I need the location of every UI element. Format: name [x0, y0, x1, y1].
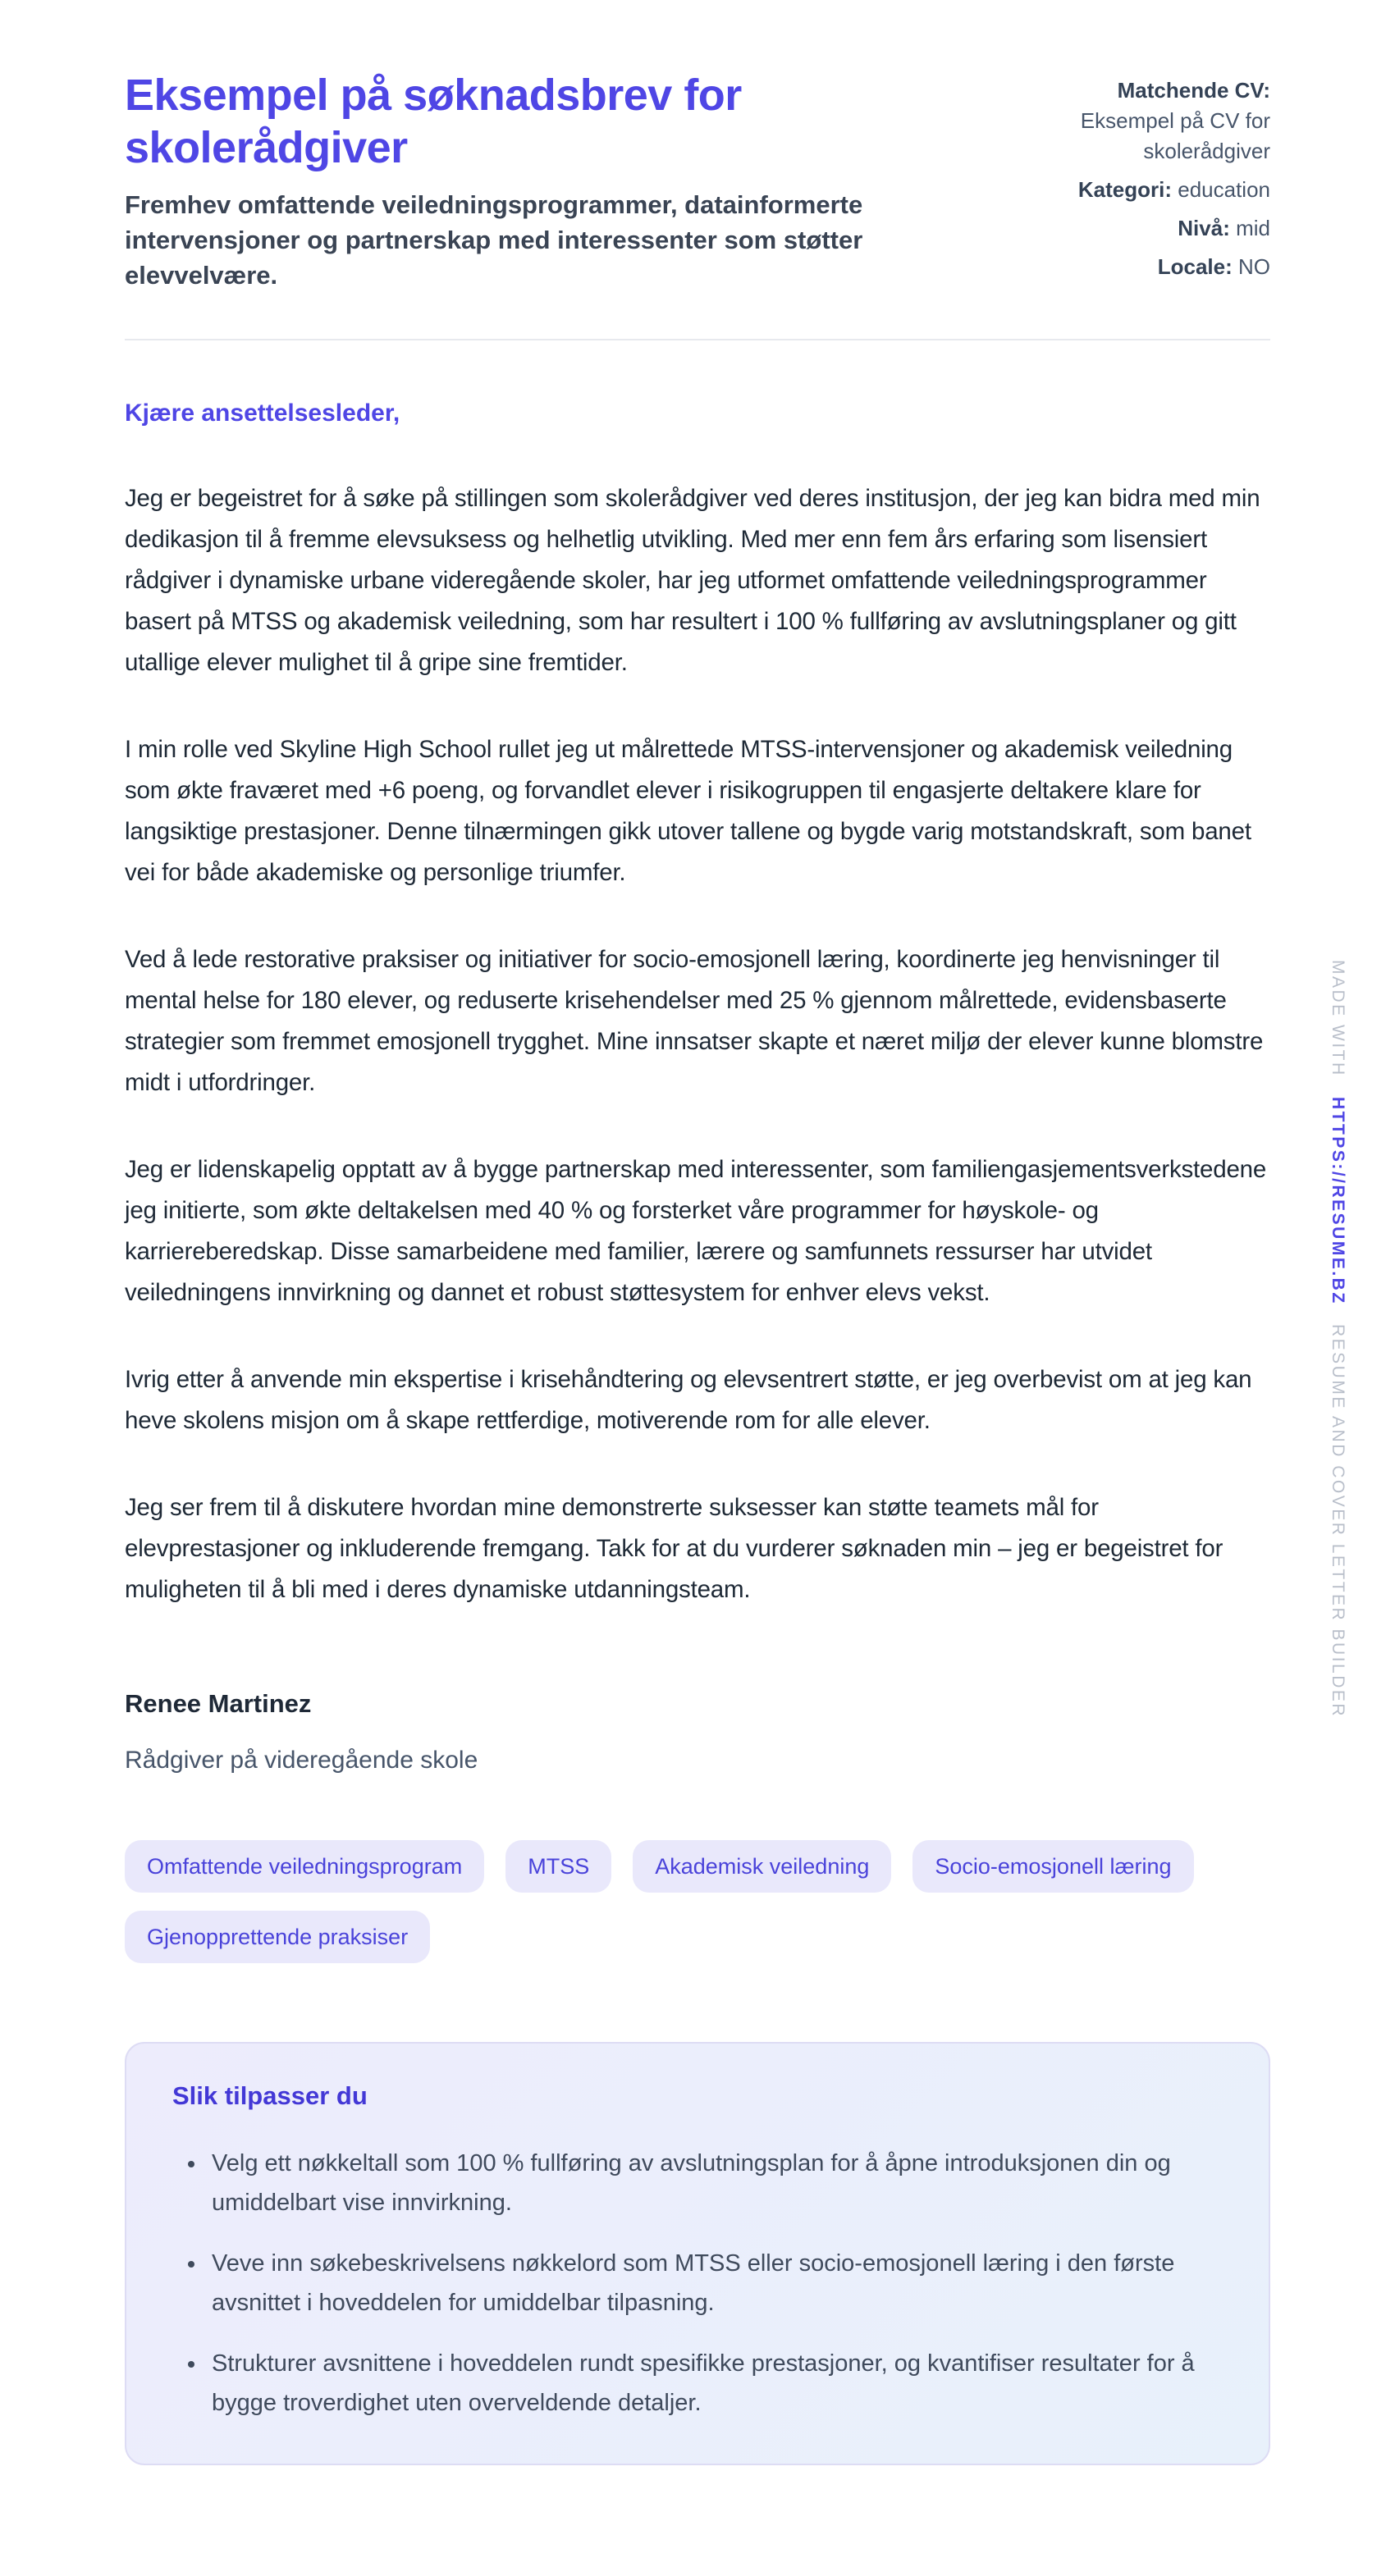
- page-title: Eksempel på søknadsbrev for skolerådgiver: [125, 71, 742, 172]
- letter-paragraph: Ivrig etter å anvende min ekspertise i krisehåndtering og elevsentrert støtte, er jeg overbevist om at jeg kan heve skolens misjon om å skape rettferdige, motiverende rom for alle elever.: [125, 1366, 1252, 1434]
- tips-list: [172, 2144, 1223, 2423]
- letter-paragraph: Jeg er begeistret for å søke på stillingen som skolerådgiver ved deres institusjon, der jeg kan bidra med min dedikasjon til å fremme elevsuksess og helhetlig utvikling. Med mer enn fem års erfaring som lisensiert rådgiver i dynamiske urbane videregående skoler, har jeg utformet omfattende veiledningsprogrammer basert på MTSS og akademisk veiledning, som har resultert i 100 % fullføring av avslutningsplaner og gitt utallige elever mulighet til å gripe sine fremtider.: [125, 485, 1260, 676]
- watermark-sidebar: [1328, 960, 1347, 1718]
- tips-title: Slik tilpasser du: [172, 2081, 368, 2110]
- meta-locale-value: NO: [1238, 254, 1270, 279]
- page-subtitle: Fremhev omfattende veiledningsprogrammer, datainformerte intervensjoner og partnerskap med interessenter som støtter elevvelvære.: [125, 190, 863, 290]
- tip-item: • Strukturer avsnittene i hoveddelen rundt spesifikke prestasjoner, og kvantifiser resultater for å bygge troverdighet uten overveldende detaljer.: [207, 2344, 1223, 2423]
- watermark-made-with: MADE WITH: [1329, 960, 1347, 1077]
- meta-locale-label: Locale:: [1157, 254, 1233, 279]
- meta-matching-cv-value: Eksempel på CV for skolerådgiver: [1080, 108, 1270, 163]
- signature-name: Renee Martinez: [125, 1689, 312, 1718]
- letter-paragraph: Ved å lede restorative praksiser og initiativer for socio-emosjonell læring, koordinerte jeg henvisninger til mental helse for 180 elever, og reduserte krisehendelser med 25 % gjennom målrettede, evidensbaserte strategier som fremmet emosjonell trygghet. Mine innsatser skapte et næret miljø der elever kunne blomstre midt i utfordringer.: [125, 946, 1264, 1096]
- tag-pill: MTSS: [505, 1840, 611, 1893]
- tag-pill: Gjenopprettende praksiser: [125, 1911, 430, 1963]
- letter-paragraph: I min rolle ved Skyline High School rullet jeg ut målrettede MTSS-intervensjoner og akademisk veiledning som økte fraværet med +6 poeng, og forvandlet elever i risikogruppen til engasjerte deltakere klare for langsiktige prestasjoner. Denne tilnærmingen gikk utover tallene og bygde varig motstandskraft, som banet vei for både akademiske og personlige triumfer.: [125, 736, 1251, 886]
- header: [125, 0, 1270, 293]
- letter-body: [125, 400, 1270, 1774]
- header-divider: [125, 339, 1270, 340]
- meta-category: [1047, 175, 1270, 205]
- watermark-tagline: RESUME AND COVER LETTER BUILDER: [1329, 1324, 1347, 1719]
- watermark-site-link[interactable]: HTTPS://RESUME.BZ: [1329, 1096, 1347, 1305]
- meta-level-label: Nivå:: [1178, 216, 1230, 240]
- meta-level-value: mid: [1236, 216, 1270, 240]
- letter-greeting: Kjære ansettelsesleder,: [125, 400, 400, 427]
- meta-category-value: education: [1178, 177, 1270, 202]
- tip-item: • Veve inn søkebeskrivelsens nøkkelord som MTSS eller socio-emosjonell læring i den første avsnittet i hoveddelen for umiddelbar tilpasning.: [207, 2244, 1223, 2323]
- meta-level: [1047, 213, 1270, 244]
- tips-box: [125, 2042, 1270, 2465]
- keyword-tags: [125, 1840, 1270, 1963]
- tag-pill: Akademisk veiledning: [633, 1840, 891, 1893]
- tip-item: • Velg ett nøkkeltall som 100 % fullføring av avslutningsplan for å åpne introduksjonen din og umiddelbart vise innvirkning.: [207, 2144, 1223, 2222]
- meta-panel: [1047, 69, 1270, 290]
- meta-category-label: Kategori:: [1077, 177, 1172, 202]
- letter-paragraph: Jeg er lidenskapelig opptatt av å bygge partnerskap med interessenter, som familiengasjementsverkstedene jeg initierte, som økte deltakelsen med 40 % og forsterket våre programmer for høyskole- og karriereberedskap. Disse samarbeidene med familier, lærere og samfunnets ressurser har utvidet veiledningens innvirkning og dannet et robust støttesystem for enhver elevs vekst.: [125, 1156, 1267, 1306]
- tag-pill: Omfattende veiledningsprogram: [125, 1840, 484, 1893]
- meta-matching-cv: [1047, 75, 1270, 167]
- meta-locale: [1047, 252, 1270, 282]
- tag-pill: Socio-emosjonell læring: [912, 1840, 1193, 1893]
- header-title-block: [125, 69, 1027, 293]
- signature-role: Rådgiver på videregående skole: [125, 1747, 478, 1774]
- letter-paragraph: Jeg ser frem til å diskutere hvordan mine demonstrerte suksesser kan støtte teamets mål for elevprestasjoner og inkluderende fremgang. Takk for at du vurderer søknaden min – jeg er begeistret for muligheten til å bli med i deres dynamiske utdanningsteam.: [125, 1494, 1223, 1603]
- meta-matching-cv-label: Matchende CV:: [1117, 78, 1270, 103]
